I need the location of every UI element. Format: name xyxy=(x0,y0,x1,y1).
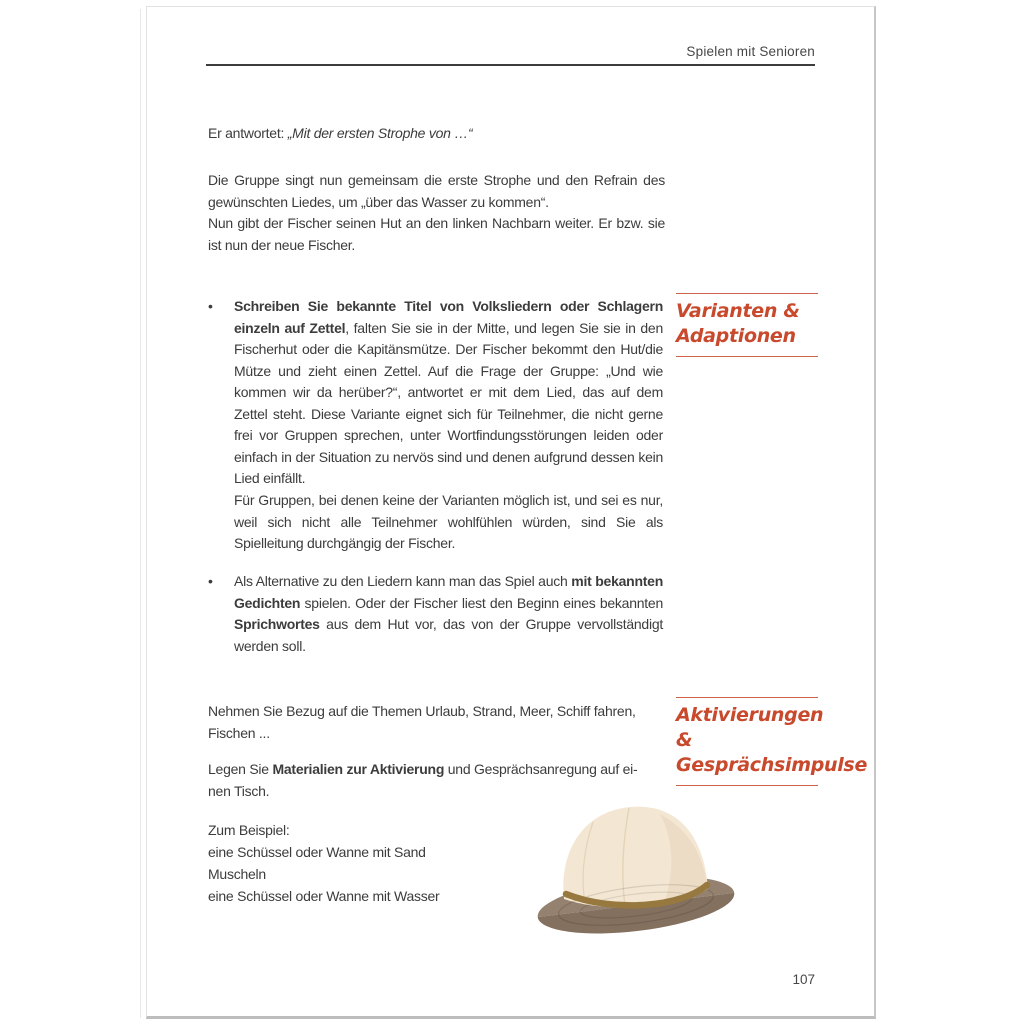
bullet-marker: • xyxy=(208,573,213,589)
intro-line: Er antwortet: „Mit der ersten Strophe von …“ xyxy=(208,125,473,141)
paragraph-materialien: Legen Sie Materialien zur Aktivierung und Gesprächsanregung auf ei- nen Tisch. xyxy=(208,761,638,799)
bullet-marker: • xyxy=(208,298,213,314)
running-header: Spielen mit Senioren xyxy=(686,44,815,59)
page-number: 107 xyxy=(792,972,815,987)
margin-note-line: Adaptionen xyxy=(676,325,796,347)
example-list-item: eine Schüssel oder Wanne mit Wasser xyxy=(208,888,440,904)
margin-note-line: Gesprächsimpulse xyxy=(676,754,868,776)
bullet-item-gedichte-alternative xyxy=(208,571,663,657)
bullet-text: Schreiben Sie bekannte Titel von Volksliedern oder Schlagern einzeln auf Zettel, falten Sie sie in der Mitte, und legen Sie sie in den Fischerhut oder die Kapitänsmütze. Der Fischer bekommt den Hut/die Mütze und zieht einen Zettel. Auf die Frage der Gruppe: „Und wie kommen wir da herüber?“, antwortet er mit dem Lied, das auf dem Zettel steht. Diese Variante eignet sich für Teilnehmer, die nicht gerne frei vor Gruppen sprechen, unter Wortfindungsstörungen leiden oder einfach in der Situation zu nervös sind und denen aufgrund dessen kein Lied einfällt. xyxy=(234,298,663,486)
paragraph-gruppe-singt: Die Gruppe singt nun gemeinsam die erste Strophe und den Refrain des gewünschten Liedes, um „über das Wasser zu kommen“. Nun gibt der Fischer seinen Hut an den linken Nachbarn weiter. Er bzw. sie ist nun der neue Fischer. xyxy=(208,172,665,253)
header-rule xyxy=(206,64,815,66)
example-list-item: Muscheln xyxy=(208,866,266,882)
fisherman-hat-icon xyxy=(532,801,744,941)
paragraph-fuer-gruppen: Für Gruppen, bei denen keine der Varianten möglich ist, und sei es nur, weil sich nicht alle Teilnehmer wohlfühlen würden, sind Sie als Spielleitung durchgängig der Fischer. xyxy=(234,492,663,551)
example-list-item: eine Schüssel oder Wanne mit Sand xyxy=(208,844,426,860)
margin-note-varianten xyxy=(676,293,818,357)
fisherman-hat-photo xyxy=(532,801,744,941)
page-edge-shadow xyxy=(140,9,141,1018)
margin-note-aktivierungen xyxy=(676,697,868,786)
example-list-item: Zum Beispiel: xyxy=(208,822,290,838)
paragraph-bezug-themen: Nehmen Sie Bezug auf die Themen Urlaub, Strand, Meer, Schiff fahren, Fischen ... xyxy=(208,703,636,741)
bullet-item-zettel-variante xyxy=(208,296,663,490)
bullet-text: Als Alternative zu den Liedern kann man das Spiel auch mit bekannten Gedichten spielen. Oder der Fischer liest den Beginn eines bekannten Sprichwortes aus dem Hut vor, das von der Gruppe vervollständigt werden soll. xyxy=(234,573,663,654)
margin-note-line: Varianten & xyxy=(676,300,800,322)
book-page xyxy=(146,6,876,1019)
margin-note-line: Aktivierungen & xyxy=(676,704,824,751)
